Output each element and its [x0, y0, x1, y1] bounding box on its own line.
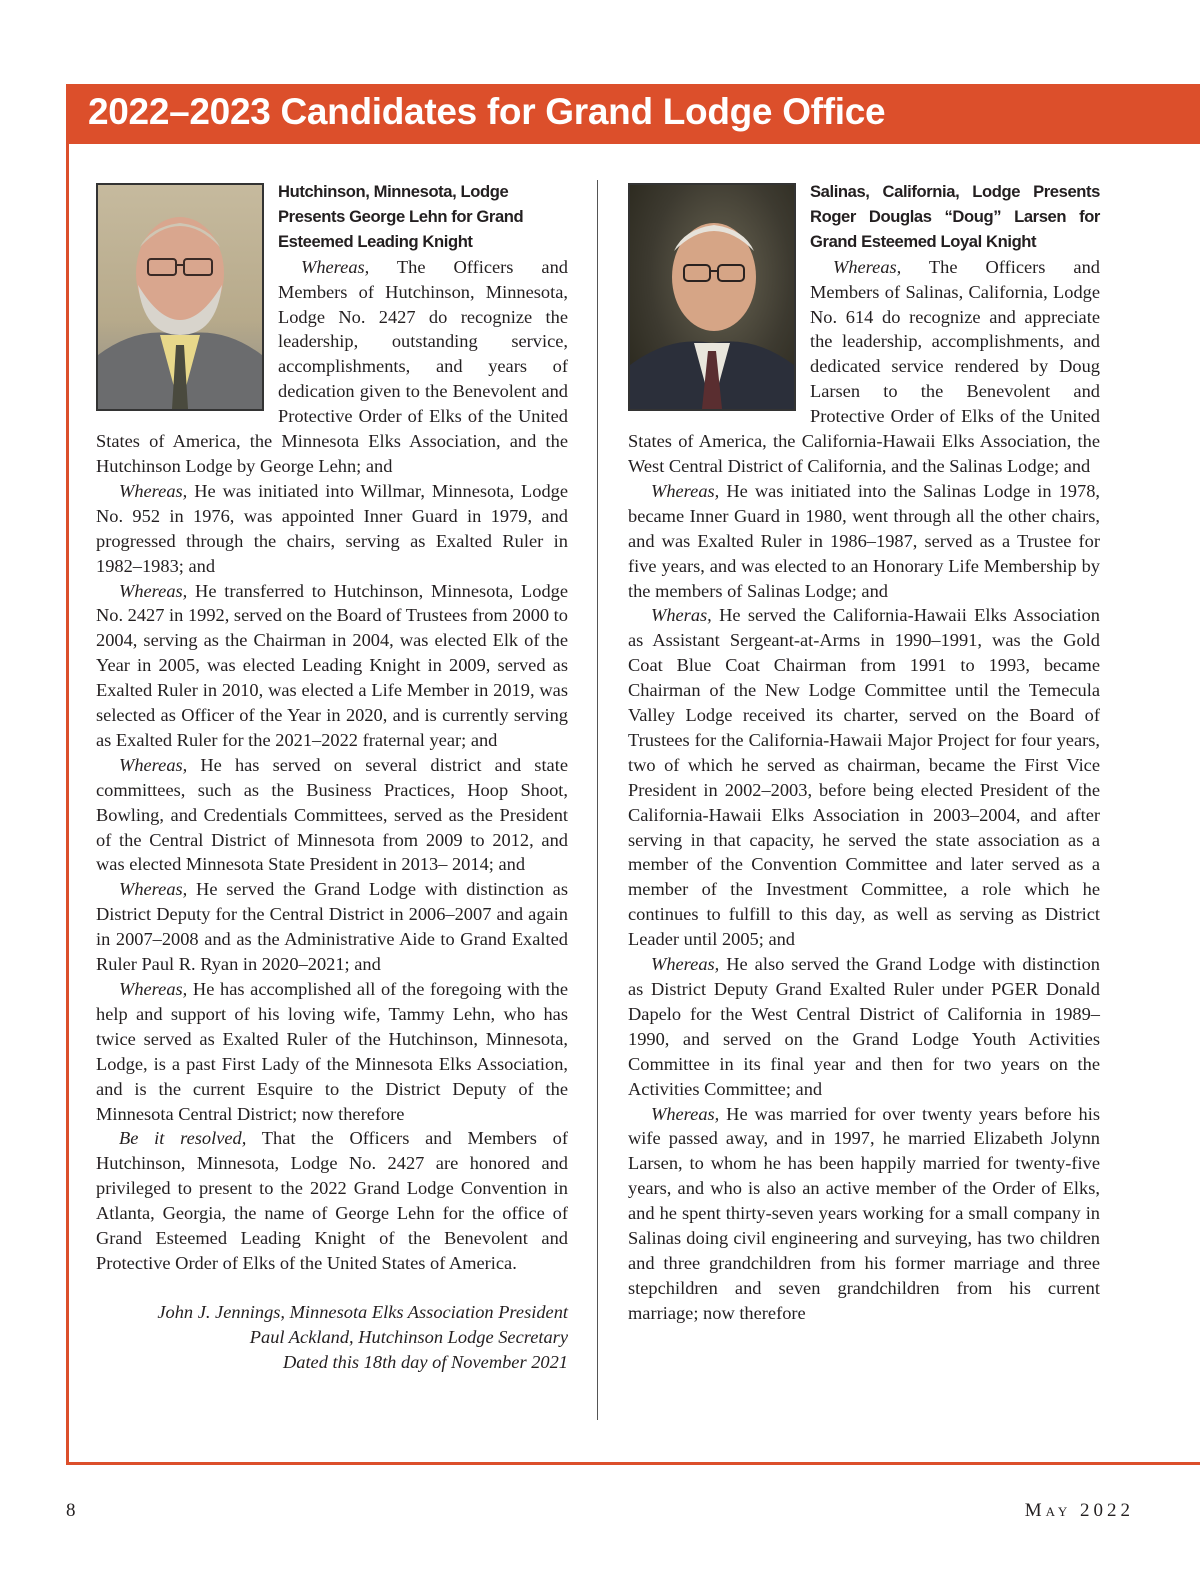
right-paragraph: Whereas, He also served the Grand Lodge with distinction as District Deputy Grand Exalted Ruler under PGER Donald Dapelo for the West Central District of California in 1989–1990, and served on the Grand Lodge Youth Activities Committee in its final year and then for two years on the Activities Committee; and — [628, 954, 1100, 1099]
left-paragraph: Whereas, He was initiated into Willmar, Minnesota, Lodge No. 952 in 1976, was appointed Inner Guard in 1979, and progressed through the chairs, serving as Exalted Ruler in 1982–1983; and — [96, 480, 568, 576]
candidate-photo-doug-larsen — [628, 183, 796, 411]
page-title: 2022–2023 Candidates for Grand Lodge Office — [88, 91, 886, 132]
left-column — [96, 180, 568, 1375]
issue-date: May 2022 — [1024, 1500, 1134, 1521]
frame-rule-left — [66, 144, 69, 1464]
title-banner — [66, 84, 1200, 144]
right-column — [628, 180, 1100, 1326]
frame-rule-bottom — [66, 1462, 1200, 1465]
left-paragraph: Whereas, The Officers and Members of Hutchinson, Minnesota, Lodge No. 2427 do recognize the leadership, outstanding service, accomplishments, and years of dedication given to the Benevolent and Protective Order of Elks of the United States of America, the Minnesota Elks Association, and the Hutchinson Lodge by George Lehn; and — [96, 256, 568, 476]
column-divider — [597, 180, 598, 1420]
right-paragraph: Wheras, He served the California-Hawaii Elks Association as Assistant Sergeant-at-Arms in 1990–1991, was the Gold Coat Blue Coat Chairman from 1991 to 1993, became Chairman of the New Lodge Committee until the Temecula Valley Lodge received its charter, served on the Board of Trustees for the California-Hawaii Major Project for four years, two of which he served as chairman, became the First Vice President in 2002–2003, before being elected President of the California-Hawaii Elks Association in 2003–2004, and after serving in that capacity, he served the state association as a member of the Convention Committee and later served as a member of the Investment Committee, a role which he continues to fulfill to this day, as well as serving as District Leader until 2005; and — [628, 605, 1100, 950]
left-paragraph: Be it resolved, That the Officers and Members of Hutchinson, Minnesota, Lodge No. 2427 are honored and privileged to present to the 2022 Grand Lodge Convention in Atlanta, Georgia, the name of George Lehn for the office of Grand Esteemed Leading Knight of the Benevolent and Protective Order of Elks of the United States of America. — [96, 1128, 568, 1273]
right-paragraph: Whereas, He was initiated into the Salinas Lodge in 1978, became Inner Guard in 1980, went through all the other chairs, and was Exalted Ruler in 1986–1987, served as a Trustee for five years, and was elected to an Honorary Life Membership by the members of Salinas Lodge; and — [628, 480, 1100, 601]
right-headline: Salinas, California, Lodge Presents Roger Douglas “Doug” Larsen for Grand Esteemed Loyal Knight — [810, 182, 1100, 251]
left-paragraph: Whereas, He has accomplished all of the foregoing with the help and support of his loving wife, Tammy Lehn, who has twice served as Exalted Ruler of the Hutchinson, Minnesota, Lodge, is a past First Lady of the Minnesota Elks Association, and is the current Esquire to the District Deputy of the Minnesota Central District; now therefore — [96, 979, 568, 1124]
signature-date: Dated this 18th day of November 2021 — [282, 1351, 568, 1372]
left-paragraph: Whereas, He transferred to Hutchinson, Minnesota, Lodge No. 2427 in 1992, served on the Board of Trustees from 2000 to 2004, serving as the Chairman in 2004, was elected Elk of the Year in 2005, was elected Leading Knight in 2009, served as Exalted Ruler in 2010, was elected a Life Member in 2019, was selected as Officer of the Year in 2020, and is currently serving as Exalted Ruler for the 2021–2022 fraternal year; and — [96, 580, 568, 750]
left-headline: Hutchinson, Minnesota, Lodge Presents George Lehn for Grand Esteemed Leading Knight — [278, 182, 524, 251]
signature-block — [96, 1300, 568, 1375]
signature-line: Paul Ackland, Hutchinson Lodge Secretary — [249, 1326, 568, 1347]
right-paragraph: Whereas, The Officers and Members of Salinas, California, Lodge No. 614 do recognize and appreciate the leadership, accomplishments, and dedicated service rendered by Doug Larsen to the Benevolent and Protective Order of Elks of the United States of America, the California-Hawaii Elks Association, the West Central District of California, and the Salinas Lodge; and — [628, 256, 1100, 476]
left-paragraph: Whereas, He has served on several district and state committees, such as the Business Practices, Hoop Shoot, Bowling, and Credentials Committees, served as the President of the Central District of Minnesota from 2009 to 2012, and was elected Minnesota State President in 2013– 2014; and — [96, 754, 568, 875]
candidate-photo-george-lehn — [96, 183, 264, 411]
page-number: 8 — [66, 1500, 76, 1521]
right-paragraph: Whereas, He was married for over twenty years before his wife passed away, and in 1997, he married Elizabeth Jolynn Larsen, to whom he has been happily married for twenty-five years, and who is also an active member of the Order of Elks, and he spent thirty-seven years working for a small company in Salinas doing civil engineering and surveying, has two children and three grandchildren from his former marriage and three stepchildren and seven grandchildren from his current marriage; now therefore — [628, 1103, 1100, 1323]
signature-line: John J. Jennings, Minnesota Elks Association President — [157, 1301, 568, 1322]
left-paragraph: Whereas, He served the Grand Lodge with distinction as District Deputy for the Central District in 2006–2007 and again in 2007–2008 and as the Administrative Aide to Grand Exalted Ruler Paul R. Ryan in 2020–2021; and — [96, 879, 568, 975]
